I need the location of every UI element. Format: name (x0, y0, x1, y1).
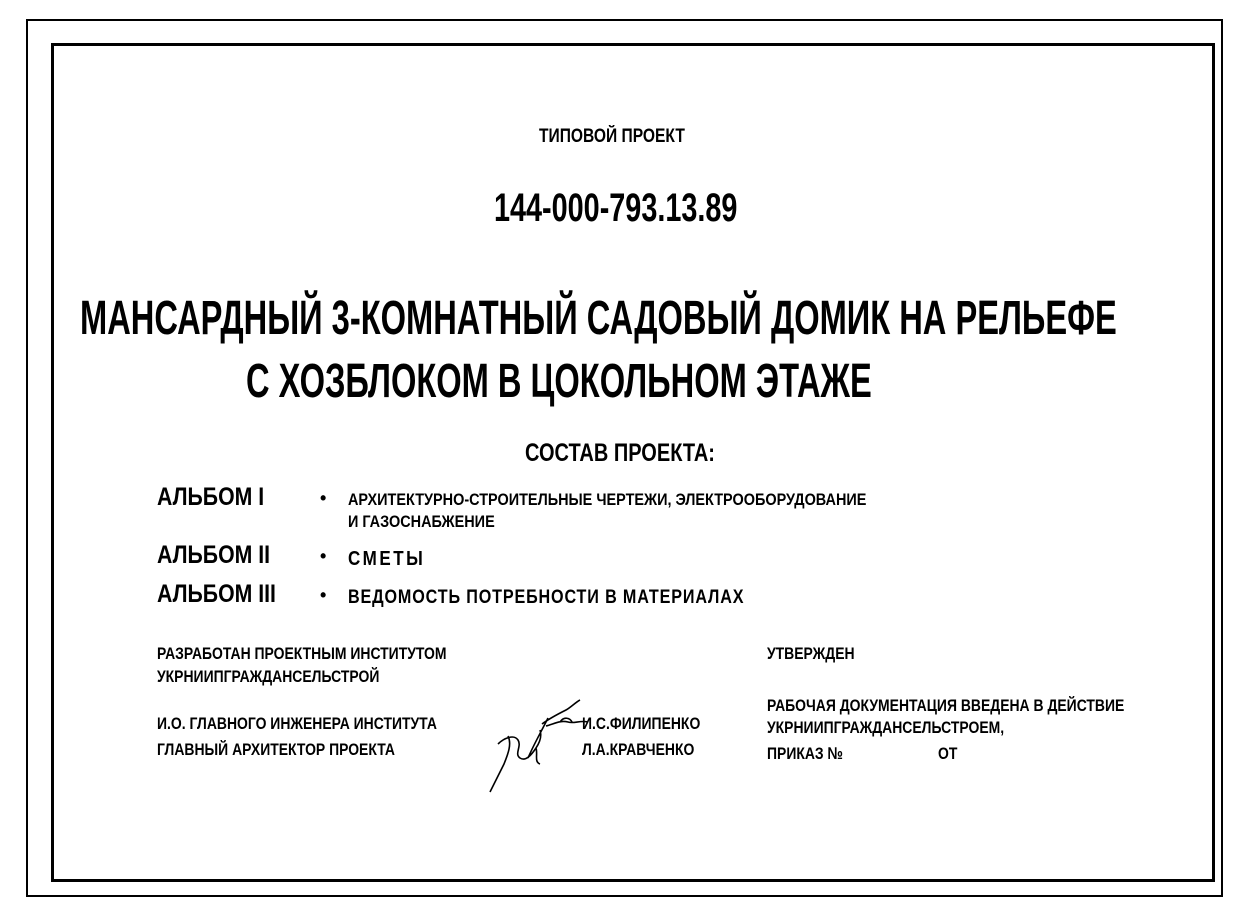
album-1-bullet: • (320, 488, 327, 508)
developer-organization: УКРНИИПГРАЖДАНСЕЛЬСТРОЙ (157, 667, 380, 686)
album-3-bullet: • (320, 585, 327, 605)
chief-architect-role: ГЛАВНЫЙ АРХИТЕКТОР ПРОЕКТА (157, 740, 395, 759)
album-2-name: АЛЬБОМ II (157, 541, 271, 569)
album-1-description: АРХИТЕКТУРНО-СТРОИТЕЛЬНЫЕ ЧЕРТЕЖИ, ЭЛЕКТРООБОРУДОВАНИЕ (348, 490, 867, 509)
project-title-line-1: МАНСАРДНЫЙ 3-КОМНАТНЫЙ САДОВЫЙ ДОМИК НА РЕЛЬЕФЕ (80, 292, 1117, 345)
order-date-label: ОТ (938, 744, 958, 763)
chief-architect-signature (478, 714, 558, 796)
approval-intro-line-2: УКРНИИПГРАЖДАНСЕЛЬСТРОЕМ, (767, 718, 1005, 737)
chief-engineer-role: И.О. ГЛАВНОГО ИНЖЕНЕРА ИНСТИТУТА (157, 714, 437, 733)
document-type: ТИПОВОЙ ПРОЕКТ (539, 126, 685, 147)
approval-intro-line-1: РАБОЧАЯ ДОКУМЕНТАЦИЯ ВВЕДЕНА В ДЕЙСТВИЕ (767, 696, 1125, 715)
album-2-description: СМЕТЫ (348, 548, 426, 570)
project-code: 144-000-793.13.89 (494, 186, 738, 230)
project-title-line-2: С ХОЗБЛОКОМ В ЦОКОЛЬНОМ ЭТАЖЕ (246, 355, 872, 408)
chief-architect-name: Л.А.КРАВЧЕНКО (582, 740, 695, 759)
composition-heading: СОСТАВ ПРОЕКТА: (525, 439, 715, 467)
chief-engineer-name: И.С.ФИЛИПЕНКО (582, 714, 701, 733)
order-number-label: ПРИКАЗ № (767, 744, 844, 763)
developer-line: РАЗРАБОТАН ПРОЕКТНЫМ ИНСТИТУТОМ (157, 644, 447, 663)
album-3-description: ВЕДОМОСТЬ ПОТРЕБНОСТИ В МАТЕРИАЛАХ (348, 587, 745, 608)
album-2-bullet: • (320, 546, 327, 566)
approval-heading: УТВЕРЖДЕН (767, 644, 855, 663)
album-3-name: АЛЬБОМ III (157, 580, 276, 608)
album-1-description-continued: И ГАЗОСНАБЖЕНИЕ (348, 512, 495, 531)
album-1-name: АЛЬБОМ I (157, 483, 265, 511)
